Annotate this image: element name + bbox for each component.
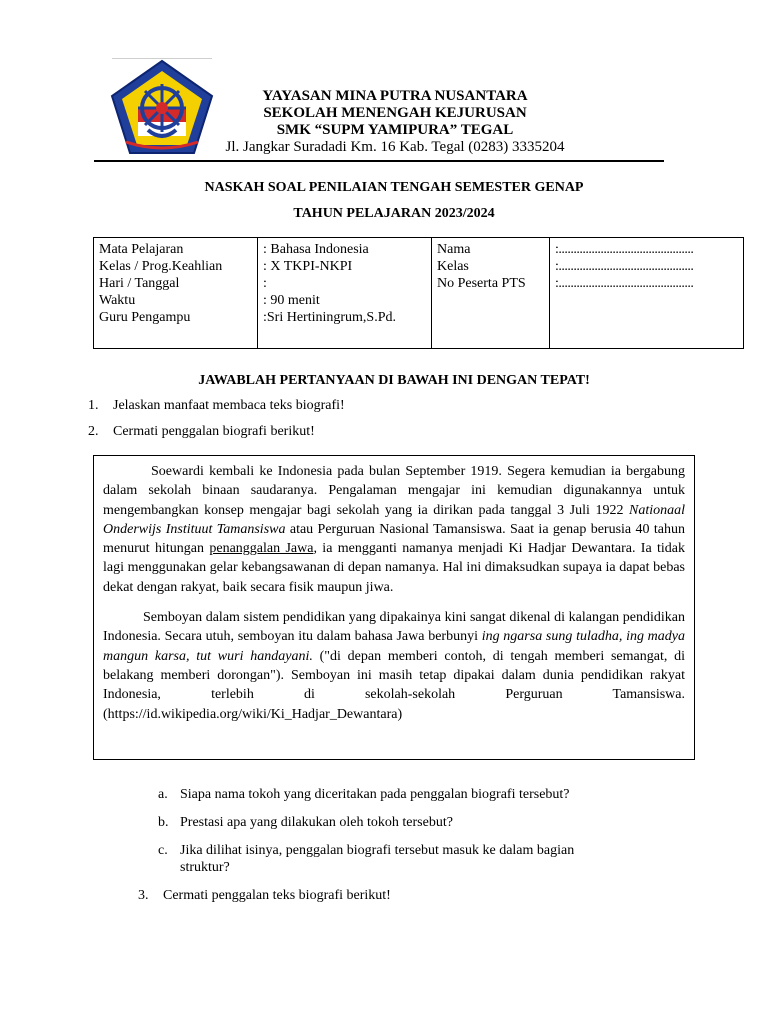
biography-passage-box (93, 455, 695, 760)
question-2 (88, 423, 315, 441)
passage-italic: Nationaal Onderwijs Instituut Tamansiswa (103, 502, 685, 537)
exam-title: NASKAH SOAL PENILAIAN TENGAH SEMESTER GENAP (204, 180, 584, 195)
subquestion-letter: a. (158, 787, 168, 802)
info-value: :Sri Hertiningrum,S.Pd. (263, 310, 397, 325)
question-text: Jelaskan manfaat membaca teks biografi! (113, 398, 345, 413)
subquestion-letter: c. (158, 843, 168, 858)
passage-italic: ing ngarsa sung tuladha, ing madya mangun karsa, tut wuri handayani. (103, 629, 686, 664)
student-name-field[interactable]: :............................................. (555, 242, 694, 257)
question-number: 3. (138, 888, 149, 903)
student-labels-cell (432, 238, 550, 349)
school-type: SEKOLAH MENENGAH KEJURUSAN (263, 105, 527, 121)
subquestion-text: Siapa nama tokoh yang diceritakan pada penggalan biografi tersebut? (180, 787, 570, 802)
student-fields-cell (550, 238, 744, 349)
info-labels-cell (94, 238, 258, 349)
passage-text: Soewardi kembali ke Indonesia pada bulan September 1919. Segera kemudian ia bergabung dalam sekolah binaan saudaranya. Pengalaman mengajar ini kemudian digunakannya untuk mengembangkan konsep mengajar bagi sekolah yang ia dirikan pada tanggal 3 Juli 1922 (103, 464, 685, 518)
info-label: Waktu (99, 293, 136, 308)
subquestion-letter: b. (158, 815, 169, 830)
exam-info-table (93, 237, 744, 349)
student-label: Kelas (437, 259, 469, 274)
subquestion-a (158, 786, 638, 803)
student-class-field[interactable]: :............................................. (555, 259, 694, 274)
instruction-heading: JAWABLAH PERTANYAAN DI BAWAH INI DENGAN TEPAT! (198, 373, 590, 388)
subquestion-text: Prestasi apa yang dilakukan oleh tokoh tersebut? (180, 815, 453, 830)
info-values-cell (258, 238, 432, 349)
question-1 (88, 397, 345, 415)
passage-text: atau Perguruan Nasional Tamansiswa. Saat ia genap berusia 40 tahun menurut hitungan (103, 521, 685, 557)
subquestion-text: Jika dilihat isinya, penggalan biografi tersebut masuk ke dalam bagian struktur? (180, 843, 575, 875)
subquestion-c (158, 842, 638, 876)
info-value: : 90 menit (263, 293, 320, 308)
school-logo-icon (108, 58, 216, 156)
question-3 (138, 887, 391, 905)
info-value: : (263, 276, 267, 291)
school-address: Jl. Jangkar Suradadi Km. 16 Kab. Tegal (0283) 3335204 (225, 139, 565, 155)
student-number-field[interactable]: :............................................. (555, 276, 694, 291)
academic-year: TAHUN PELAJARAN 2023/2024 (293, 206, 495, 221)
info-value: : X TKPI-NKPI (263, 259, 353, 274)
passage-underline: penanggalan Jawa (209, 541, 314, 557)
info-label: Guru Pengampu (99, 310, 191, 325)
header-divider (94, 160, 664, 162)
info-label: Kelas / Prog.Keahlian (99, 259, 223, 274)
question-text: Cermati penggalan teks biografi berikut! (163, 888, 391, 903)
question-text: Cermati penggalan biografi berikut! (113, 424, 315, 439)
foundation-name: YAYASAN MINA PUTRA NUSANTARA (262, 88, 528, 104)
student-label: Nama (437, 242, 471, 257)
passage-text: , ia mengganti namanya menjadi Ki Hadjar Dewantara. Ia tidak lagi menggunakan gelar kebangsawanan di depan namanya. Hal ini dimaksudkan supaya ia dapat bebas dekat dengan rakyat, baik secara fisik maupun jiwa. (103, 541, 686, 595)
subquestion-b (158, 814, 638, 831)
question-number: 1. (88, 398, 99, 413)
school-name: SMK “SUPM YAMIPURA” TEGAL (276, 122, 514, 138)
passage-paragraph-2 (103, 608, 685, 724)
passage-paragraph-1 (103, 462, 685, 597)
student-label: No Peserta PTS (437, 276, 526, 291)
info-label: Hari / Tanggal (99, 276, 180, 291)
passage-text: ("di depan memberi contoh, di tengah memberi semangat, di belakang memberi dorongan"). Semboyan ini masih tetap dipakai dalam dunia pendidikan rakyat Indonesia, terlebih di sekolah-sekolah Perguruan Tamansiswa. (https://id.wikipedia.org/wiki/Ki_Hadjar_Dewantara) (103, 648, 686, 722)
info-value: : Bahasa Indonesia (263, 242, 369, 257)
passage-text: Semboyan dalam sistem pendidikan yang dipakainya kini sangat dikenal di kalangan pendidikan Indonesia. Secara utuh, semboyan itu dalam bahasa Jawa berbunyi (103, 610, 685, 645)
question-number: 2. (88, 424, 99, 439)
info-label: Mata Pelajaran (99, 242, 184, 257)
